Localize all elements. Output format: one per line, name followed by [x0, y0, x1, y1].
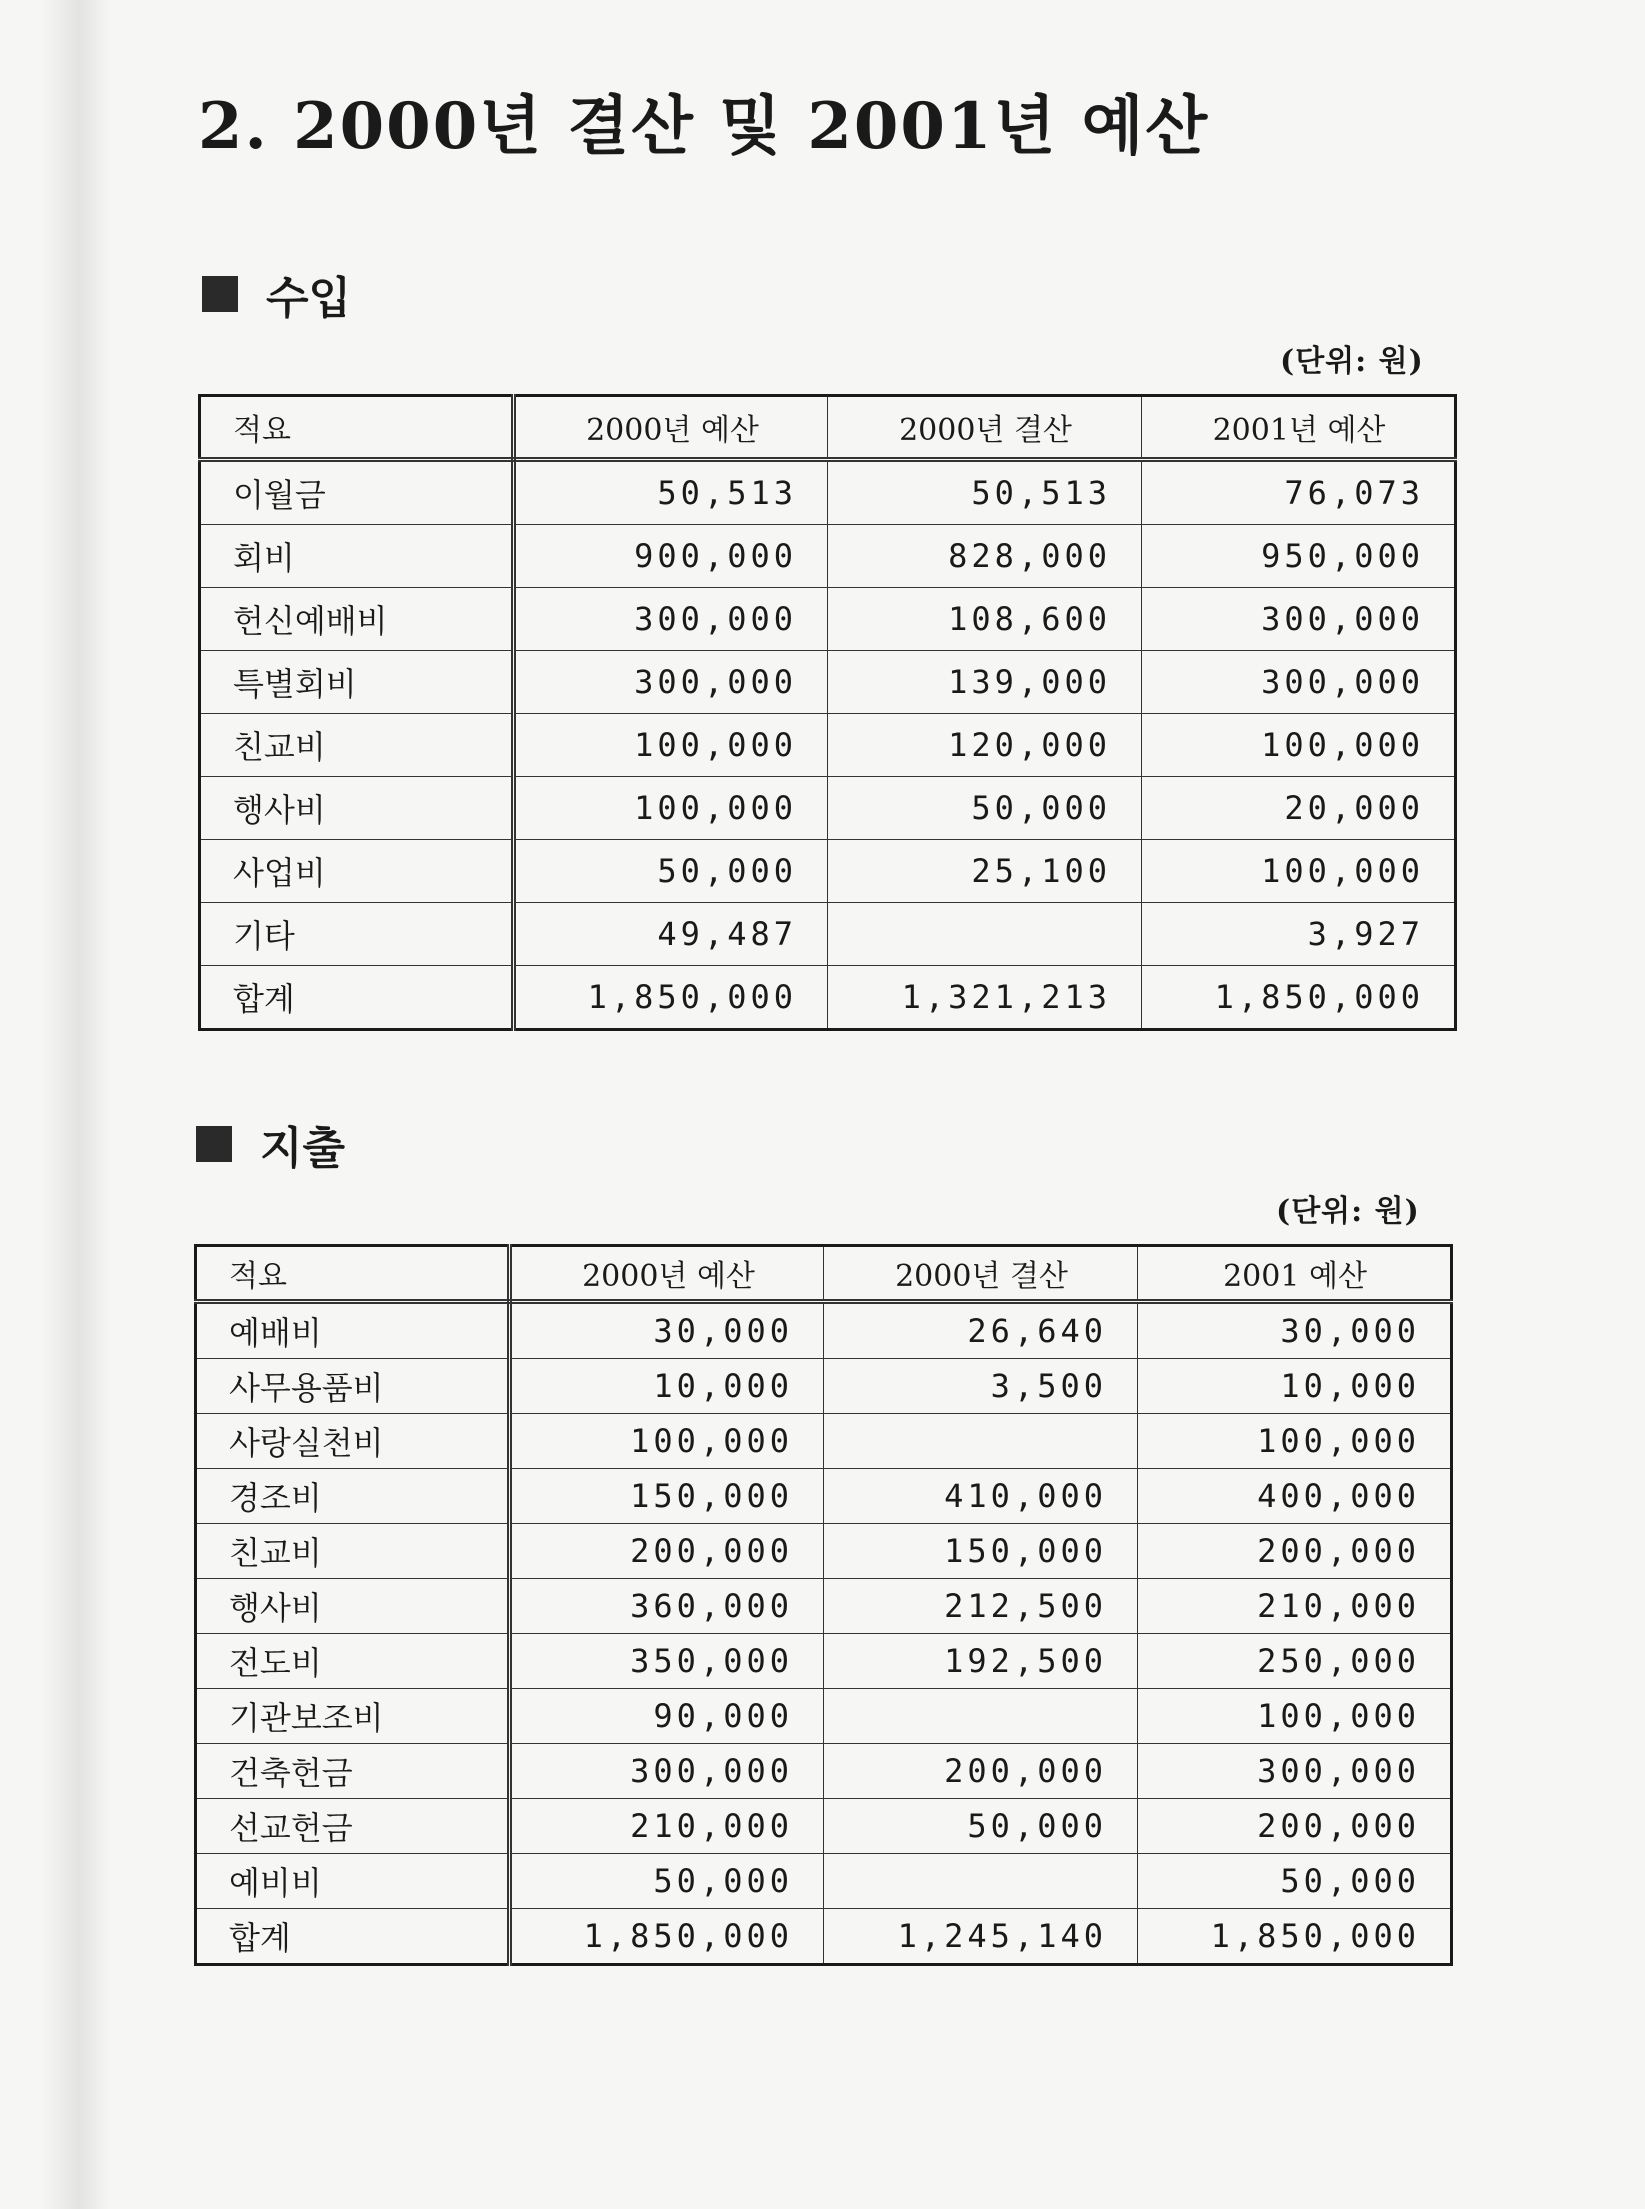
table-row — [200, 966, 1456, 1030]
value-2000-settlement — [828, 903, 1142, 966]
row-label: 전도비 — [196, 1634, 510, 1689]
value-2000-budget: 1,850,000 — [514, 966, 828, 1030]
value-2001-budget: 200,000 — [1138, 1799, 1452, 1854]
value-2001-budget: 200,000 — [1138, 1524, 1452, 1579]
row-label: 회비 — [200, 525, 514, 588]
value-2000-budget: 100,000 — [514, 714, 828, 777]
table-row — [200, 903, 1456, 966]
row-label: 선교헌금 — [196, 1799, 510, 1854]
table-header-row — [196, 1246, 1452, 1302]
value-2000-budget: 50,513 — [514, 460, 828, 525]
value-2001-budget: 300,000 — [1138, 1744, 1452, 1799]
value-2001-budget: 1,850,000 — [1138, 1909, 1452, 1965]
column-header-2001-budget: 2001 예산 — [1138, 1246, 1452, 1302]
value-2000-budget: 30,000 — [510, 1302, 824, 1359]
row-label: 기타 — [200, 903, 514, 966]
value-2000-settlement: 192,500 — [824, 1634, 1138, 1689]
table-row — [200, 840, 1456, 903]
black-square-icon — [202, 276, 238, 312]
value-2001-budget: 76,073 — [1142, 460, 1456, 525]
table-row — [196, 1579, 1452, 1634]
row-label: 합계 — [200, 966, 514, 1030]
expense-unit-note: (단위: 원) — [1276, 1194, 1420, 1229]
value-2000-settlement: 108,600 — [828, 588, 1142, 651]
row-label: 사랑실천비 — [196, 1414, 510, 1469]
value-2001-budget: 300,000 — [1142, 588, 1456, 651]
value-2000-settlement — [824, 1689, 1138, 1744]
value-2000-settlement: 25,100 — [828, 840, 1142, 903]
value-2000-settlement: 1,245,140 — [824, 1909, 1138, 1965]
table-row — [196, 1469, 1452, 1524]
row-label: 사업비 — [200, 840, 514, 903]
column-header-2000-budget: 2000년 예산 — [514, 396, 828, 460]
value-2000-budget: 350,000 — [510, 1634, 824, 1689]
row-label: 친교비 — [200, 714, 514, 777]
value-2000-budget: 50,000 — [514, 840, 828, 903]
value-2001-budget: 400,000 — [1138, 1469, 1452, 1524]
value-2000-budget: 90,000 — [510, 1689, 824, 1744]
value-2000-settlement — [824, 1854, 1138, 1909]
row-label: 예배비 — [196, 1302, 510, 1359]
value-2000-budget: 300,000 — [514, 651, 828, 714]
table-row — [200, 588, 1456, 651]
row-label: 예비비 — [196, 1854, 510, 1909]
value-2000-settlement: 212,500 — [824, 1579, 1138, 1634]
value-2000-settlement: 50,513 — [828, 460, 1142, 525]
value-2000-budget: 200,000 — [510, 1524, 824, 1579]
value-2000-budget: 1,850,000 — [510, 1909, 824, 1965]
value-2001-budget: 10,000 — [1138, 1359, 1452, 1414]
value-2001-budget: 1,850,000 — [1142, 966, 1456, 1030]
row-label: 경조비 — [196, 1469, 510, 1524]
column-header-2000-settlement: 2000년 결산 — [824, 1246, 1138, 1302]
expense-table — [194, 1244, 1453, 1966]
value-2000-settlement: 410,000 — [824, 1469, 1138, 1524]
row-label: 행사비 — [200, 777, 514, 840]
black-square-icon — [196, 1126, 232, 1162]
value-2000-budget: 300,000 — [514, 588, 828, 651]
value-2001-budget: 100,000 — [1142, 840, 1456, 903]
income-unit-note: (단위: 원) — [1280, 344, 1424, 379]
value-2001-budget: 20,000 — [1142, 777, 1456, 840]
row-label: 친교비 — [196, 1524, 510, 1579]
value-2000-budget: 10,000 — [510, 1359, 824, 1414]
value-2000-budget: 900,000 — [514, 525, 828, 588]
value-2001-budget: 100,000 — [1142, 714, 1456, 777]
table-row — [196, 1302, 1452, 1359]
value-2000-budget: 50,000 — [510, 1854, 824, 1909]
table-row — [196, 1909, 1452, 1965]
column-header-2000-settlement: 2000년 결산 — [828, 396, 1142, 460]
value-2000-budget: 150,000 — [510, 1469, 824, 1524]
value-2001-budget: 250,000 — [1138, 1634, 1452, 1689]
row-label: 특별회비 — [200, 651, 514, 714]
row-label: 합계 — [196, 1909, 510, 1965]
table-header-row — [200, 396, 1456, 460]
value-2000-settlement: 50,000 — [828, 777, 1142, 840]
table-row — [200, 460, 1456, 525]
expense-heading-label: 지출 — [260, 1123, 346, 1174]
row-label: 기관보조비 — [196, 1689, 510, 1744]
value-2000-settlement: 26,640 — [824, 1302, 1138, 1359]
table-row — [196, 1414, 1452, 1469]
value-2000-settlement: 828,000 — [828, 525, 1142, 588]
table-row — [196, 1744, 1452, 1799]
value-2001-budget: 50,000 — [1138, 1854, 1452, 1909]
income-table — [198, 394, 1457, 1031]
table-row — [196, 1799, 1452, 1854]
row-label: 이월금 — [200, 460, 514, 525]
value-2001-budget: 950,000 — [1142, 525, 1456, 588]
page-title: 2. 2000년 결산 및 2001년 예산 — [198, 89, 1210, 164]
value-2000-settlement: 50,000 — [824, 1799, 1138, 1854]
value-2000-budget: 49,487 — [514, 903, 828, 966]
row-label: 건축헌금 — [196, 1744, 510, 1799]
value-2000-settlement: 200,000 — [824, 1744, 1138, 1799]
value-2000-budget: 100,000 — [510, 1414, 824, 1469]
income-section-heading — [202, 262, 351, 326]
value-2000-budget: 210,000 — [510, 1799, 824, 1854]
scan-shadow — [40, 0, 110, 2209]
value-2000-settlement — [824, 1414, 1138, 1469]
value-2000-settlement: 1,321,213 — [828, 966, 1142, 1030]
table-row — [200, 777, 1456, 840]
expense-section-heading — [196, 1112, 345, 1176]
value-2001-budget: 100,000 — [1138, 1414, 1452, 1469]
row-label: 행사비 — [196, 1579, 510, 1634]
value-2000-settlement: 3,500 — [824, 1359, 1138, 1414]
table-row — [196, 1689, 1452, 1744]
column-header-2000-budget: 2000년 예산 — [510, 1246, 824, 1302]
value-2001-budget: 3,927 — [1142, 903, 1456, 966]
value-2000-budget: 300,000 — [510, 1744, 824, 1799]
value-2001-budget: 30,000 — [1138, 1302, 1452, 1359]
income-heading-label: 수입 — [266, 273, 352, 324]
row-label: 사무용품비 — [196, 1359, 510, 1414]
value-2000-settlement: 120,000 — [828, 714, 1142, 777]
table-row — [196, 1359, 1452, 1414]
table-row — [200, 714, 1456, 777]
table-row — [196, 1634, 1452, 1689]
value-2000-settlement: 150,000 — [824, 1524, 1138, 1579]
table-row — [200, 525, 1456, 588]
table-row — [196, 1854, 1452, 1909]
value-2001-budget: 300,000 — [1142, 651, 1456, 714]
table-row — [200, 651, 1456, 714]
value-2000-budget: 100,000 — [514, 777, 828, 840]
column-header-description: 적요 — [200, 396, 514, 460]
column-header-description: 적요 — [196, 1246, 510, 1302]
value-2001-budget: 100,000 — [1138, 1689, 1452, 1744]
value-2000-settlement: 139,000 — [828, 651, 1142, 714]
column-header-2001-budget: 2001년 예산 — [1142, 396, 1456, 460]
table-row — [196, 1524, 1452, 1579]
value-2001-budget: 210,000 — [1138, 1579, 1452, 1634]
value-2000-budget: 360,000 — [510, 1579, 824, 1634]
row-label: 헌신예배비 — [200, 588, 514, 651]
